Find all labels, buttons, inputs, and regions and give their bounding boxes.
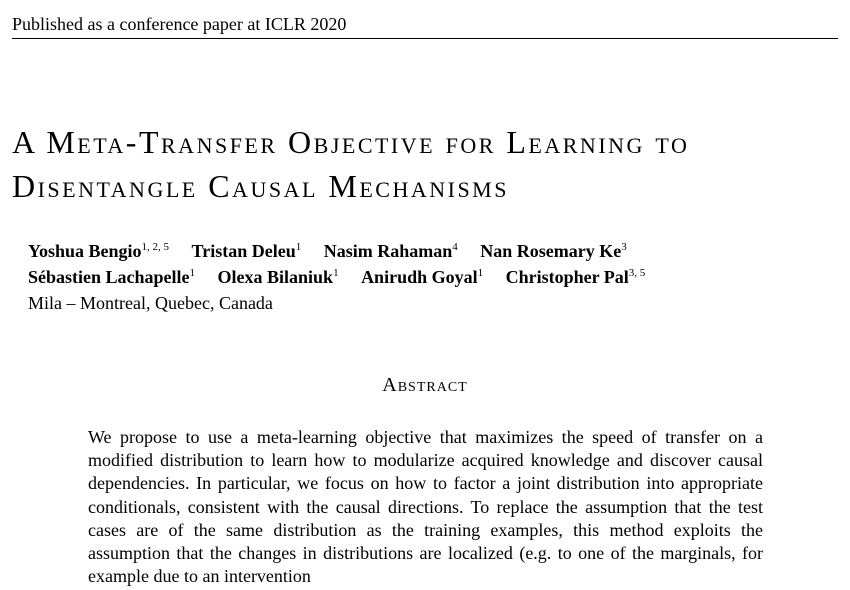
- author: Christopher Pal$^{3, 5}$: [505, 267, 646, 287]
- author-line-1: [28, 238, 828, 264]
- title-line-2: Disentangle Causal Mechanisms: [12, 168, 509, 204]
- affiliation: Mila – Montreal, Quebec, Canada: [28, 293, 273, 313]
- abstract-heading: Abstract: [382, 374, 468, 396]
- paper-title: [12, 120, 842, 208]
- title-line-1: A Meta-Transfer Objective for Learning to: [12, 124, 690, 160]
- abstract-text: We propose to use a meta-learning objective that maximizes the speed of transfer on a modified distribution to learn how to modularize acquired knowledge and discover causal dependencies. In particular, we focus on how to factor a joint distribution into appropriate conditionals, consistent with the causal directions. To replace the assumption that the test cases are of the same distribution as the training examples, this method exploits the assumption that the changes in distributions are localized (e.g. to one of the marginals, for example due to an intervention: [88, 427, 763, 587]
- author: Olexa Bilaniuk$^1$: [217, 267, 339, 287]
- author-block: [28, 238, 828, 316]
- author-line-2: [28, 264, 828, 290]
- author: Anirudh Goyal$^1$: [361, 267, 484, 287]
- author: Tristan Deleu$^1$: [191, 241, 302, 261]
- venue-header: Published as a conference paper at ICLR 2020: [12, 10, 838, 39]
- author: Nan Rosemary Ke$^3$: [480, 241, 627, 261]
- author: Yoshua Bengio$^{1, 2, 5}$: [28, 241, 170, 261]
- author: Sébastien Lachapelle$^1$: [28, 267, 196, 287]
- author: Nasim Rahaman$^4$: [323, 241, 458, 261]
